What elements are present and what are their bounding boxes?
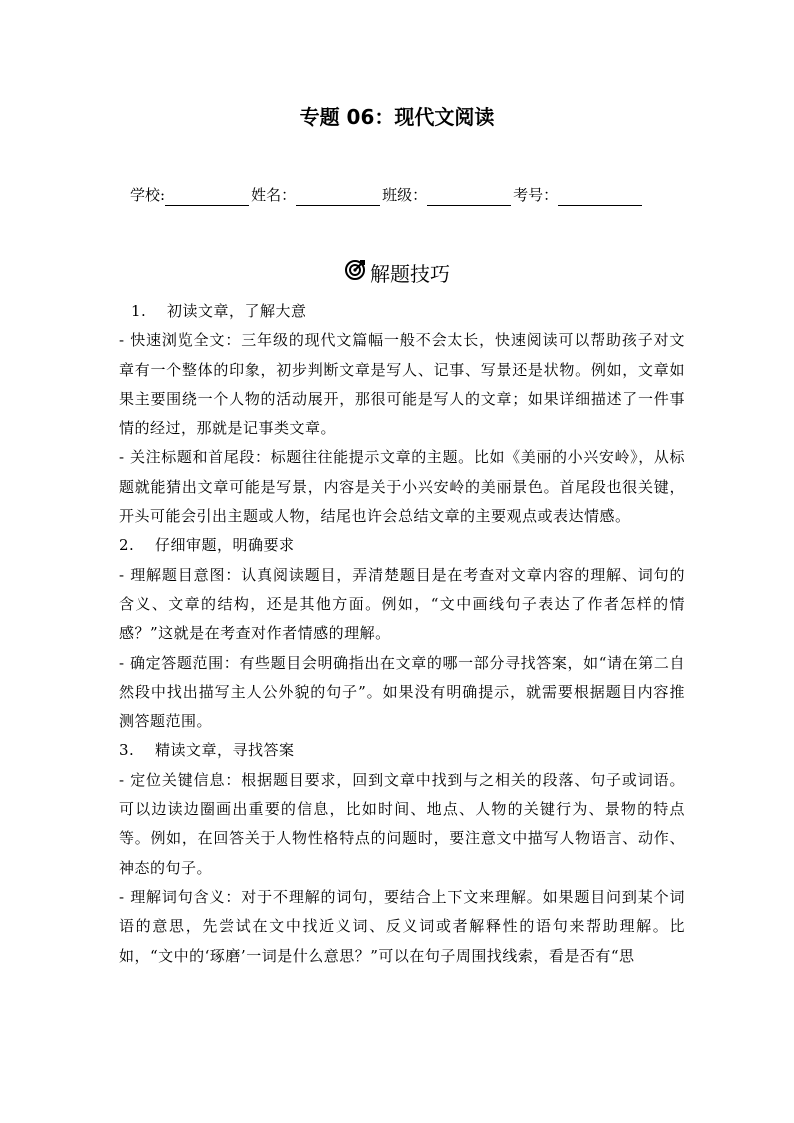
class-label: 班级： <box>382 186 428 204</box>
section-heading <box>0 259 794 288</box>
name-blank[interactable] <box>296 189 380 206</box>
class-blank[interactable] <box>427 189 511 206</box>
exam-number-field[interactable] <box>513 184 644 206</box>
exam-number-label: 考号： <box>513 186 559 204</box>
name-field[interactable] <box>251 184 382 206</box>
step-heading <box>119 297 685 326</box>
section-title: 解题技巧 <box>370 261 450 286</box>
step-number: 3. <box>119 741 135 760</box>
step-number: 2. <box>119 536 135 555</box>
tip-paragraph: - 理解题目意图：认真阅读题目，弄清楚题目是在考查对文章内容的理解、词句的含义、文章的结构，还是其他方面。例如，“文中画线句子表达了作者怎样的情感？”这就是在考查对作者情感的理解。 <box>119 565 685 643</box>
step-heading <box>119 531 685 560</box>
step-title: 初读文章，了解大意 <box>167 302 307 320</box>
exam-number-blank[interactable] <box>558 189 642 206</box>
step-title: 仔细审题，明确要求 <box>155 536 295 555</box>
school-label: 学校: <box>130 186 166 204</box>
school-blank[interactable] <box>165 189 249 206</box>
name-label: 姓名： <box>251 186 297 204</box>
step-number: 1. <box>131 302 147 320</box>
tip-paragraph: - 关注标题和首尾段：标题往往能提示文章的主题。比如《美丽的小兴安岭》，从标题就能猜出文章可能是写景，内容是关于小兴安岭的美丽景色。首尾段也很关键，开头可能会引出主题或人物，结尾也许会总结文章的主要观点或表达情感。 <box>119 448 685 526</box>
tips-content <box>119 297 685 971</box>
tip-paragraph: - 理解词句含义：对于不理解的词句，要结合上下文来理解。如果题目问到某个词语的意思，先尝试在文中找近义词、反义词或者解释性的语句来帮助理解。比如，“文中的‘琢磨’一词是什么意思？”可以在句子周围找线索，看是否有“思 <box>119 887 685 965</box>
student-info-row <box>130 184 690 206</box>
page-title: 专题 06：现代文阅读 <box>299 105 495 129</box>
target-icon <box>344 259 370 288</box>
school-field[interactable] <box>130 184 251 206</box>
step-heading <box>119 736 685 765</box>
step-title: 精读文章，寻找答案 <box>155 741 295 760</box>
tip-paragraph: - 快速浏览全文：三年级的现代文篇幅一般不会太长，快速阅读可以帮助孩子对文章有一个整体的印象，初步判断文章是写人、记事、写景还是状物。例如，文章如果主要围绕一个人物的活动展开，那很可能是写人的文章；如果详细描述了一件事情的经过，那就是记事类文章。 <box>119 331 685 438</box>
tip-paragraph: - 定位关键信息：根据题目要求，回到文章中找到与之相关的段落、句子或词语。可以边读边圈画出重要的信息，比如时间、地点、人物的关键行为、景物的特点等。例如，在回答关于人物性格特点的问题时，要注意文中描写人物语言、动作、神态的句子。 <box>119 770 685 877</box>
class-field[interactable] <box>382 184 513 206</box>
tip-paragraph: - 确定答题范围：有些题目会明确指出在文章的哪一部分寻找答案，如“请在第二自然段中找出描写主人公外貌的句子”。如果没有明确提示，就需要根据题目内容推测答题范围。 <box>119 653 685 731</box>
